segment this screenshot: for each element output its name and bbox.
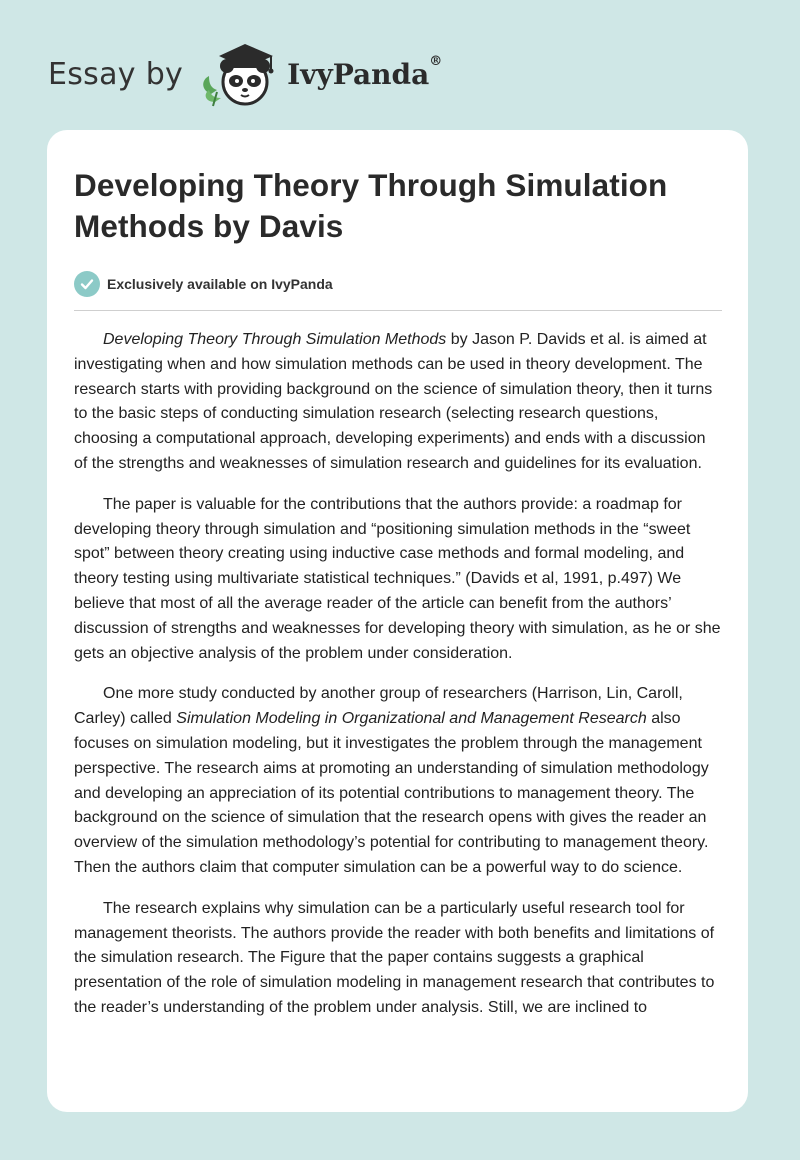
divider <box>74 310 722 311</box>
panda-graduate-logo-icon <box>197 36 283 110</box>
essay-by-label: Essay by <box>48 56 184 92</box>
registered-mark: ® <box>429 53 443 69</box>
paragraph-3-text: also focuses on simulation modeling, but it investigates the problem through the management perspective. The research aims at promoting an understanding of simulation methodology and developing an appreciation of its potential contributions to management theory. The background on the science of simulation that the research opens with gives the reader an overview of the simulation methodology’s potential for contributing to management theory. Then the authors claim that computer simulation can be a powerful way to do science. <box>74 710 709 876</box>
book-title: Developing Theory Through Simulation Methods <box>103 331 447 348</box>
article-body <box>74 328 722 1021</box>
study-title: Simulation Modeling in Organizational and Management Research <box>176 710 647 728</box>
paragraph-1-text: by Jason P. Davids et al. is aimed at investigating when and how simulation methods can be used in theory development. The research starts with providing background on the science of simulation theory, then it turns to the basic steps of conducting simulation research (selecting research questions, choosing a computational approach, developing experiments) and ends with a discussion of the strengths and weaknesses of simulation research and guidelines for its evaluation. <box>74 331 713 472</box>
paragraph-3-intro: One more study conducted by another group of researchers (Harrison, Lin, Caroll, Carley) called <box>74 685 683 728</box>
exclusive-badge-text: Exclusively available on IvyPanda <box>107 276 333 292</box>
paragraph-3 <box>74 682 722 880</box>
essay-card <box>47 130 748 1112</box>
exclusive-badge <box>74 270 722 298</box>
brand-name: IvyPanda® <box>287 53 443 91</box>
paragraph-2: The paper is valuable for the contributions that the authors provide: a roadmap for developing theory through simulation and “positioning simulation methods in the “sweet spot” between theory creating using inductive case methods and formal modeling, and theory testing using multivariate statistical techniques.” (Davids et al, 1991, p.497) We believe that most of all the average reader of the article can benefit from the authors’ discussion of strengths and weaknesses for developing theory with simulation, as he or she gets an objective analysis of the problem under consideration. <box>74 495 721 662</box>
check-icon <box>74 271 100 297</box>
paragraph-4: The research explains why simulation can be a particularly useful research tool for management theorists. The authors provide the reader with both benefits and limitations of the simulation research. The Figure that the paper contains suggests a graphical presentation of the role of simulation modeling in management research that contributes to the reader’s understanding of the problem under analysis. Still, we are inclined to <box>74 899 715 1016</box>
paragraph-1 <box>74 328 722 477</box>
brand-header[interactable] <box>48 34 442 114</box>
page-title: Developing Theory Through Simulation Methods by Davis <box>74 167 668 244</box>
